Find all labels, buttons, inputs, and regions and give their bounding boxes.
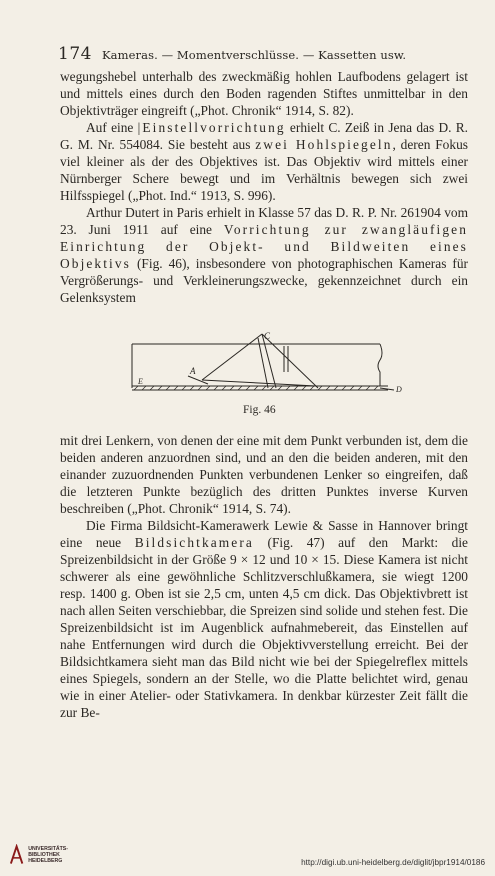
linkage-arm <box>262 334 276 388</box>
library-logo[interactable] <box>8 842 68 868</box>
linkage-arm <box>262 334 318 388</box>
figure-46-diagram <box>118 332 408 404</box>
source-url-link[interactable]: http://digi.ub.uni-heidelberg.de/diglit/jbpr1914/0186 <box>301 858 485 867</box>
text-run: Arthur Dutert in Paris erhielt in Klasse 57 das D. R. P. Nr. 261904 vom 23. Juni 1911 auf eine <box>60 205 468 237</box>
library-logo-text: UNIVERSITÄTS- BIBLIOTHEK HEIDELBERG <box>28 846 68 864</box>
figure-label-e: E <box>138 377 143 386</box>
page-number: 174 <box>58 44 92 64</box>
figure-label-a: A <box>190 366 196 376</box>
spaced-term: zwei Hohlspiegeln <box>255 137 393 152</box>
paragraph <box>60 204 468 306</box>
text-block-upper <box>60 68 468 306</box>
text-run: (Fig. 46), insbesondere von photographischen Kameras für Vergrößerungs- und Verkleinerungszwecke, gekennzeichnet durch ein Gelenksystem <box>60 256 468 305</box>
text-block-lower <box>60 432 468 721</box>
figure-label-c: C <box>264 332 271 341</box>
linkage-arm <box>258 338 268 388</box>
spaced-term: Vorrichtung zur zwangläufigen Einrichtung der Objekt- und Bildweiten eines Objektivs <box>60 222 468 271</box>
text-run: , deren Fokus viel kleiner als der des Objektives ist. Das Objektiv wird mittels einer Nürnberger Schere bewegt und im Verhältnis bewegen sich zwei Hilfsspiegel („Phot. Ind.“ 1913, S. 996). <box>60 137 468 203</box>
figure-label-d: D <box>396 385 402 394</box>
text-run: Auf eine <box>86 120 138 135</box>
text-run: (Fig. 47) auf den Markt: die Spreizenbildsicht in der Größe 9 × 12 und 10 × 15. Diese Kamera ist nicht schwerer als eine gewöhnliche Schlitzverschlußkamera, sie wiegt 1200 resp. 1400 g. Oben ist sie 2,5 cm, unten 4,5 cm dick. Das Objektivbrett ist nach allen Seiten verschiebbar, die Spreizen sind solide und stehen fest. Die Spreizenbildsicht ist im Augenblick aufnahmebereit, das Einstellen auf nahe Entfernungen wird durch die Objektivverstellung erreicht. Bei der Bildsichtkamera sieht man das Bild nicht wie bei der Spiegelreflex mittels eines Spiegels, sondern an der Stelle, wo die Platte belichtet wird, genau wie in einer Atelier- oder Stativkamera. In denkbar kürzester Zeit fällt die zur Be- <box>60 535 469 720</box>
linkage-arm <box>202 334 262 380</box>
spaced-term: |Einstellvorrichtung <box>137 120 286 135</box>
paragraph: mit drei Lenkern, von denen der eine mit dem Punkt verbunden ist, dem die beiden anderen anzuordnen sind, und an den die beiden anderen, mit den einander zuzuordnenden Punkten verbundenen Lenker so eingreifen, daß die letzteren Punkte bezüglich des dritten Punktes inverse Kurven beschreiben („Phot. Chronik“ 1914, S. 74). <box>60 433 468 516</box>
running-title: Kameras. — Momentverschlüsse. — Kassetten usw. <box>101 48 407 62</box>
paragraph <box>60 517 468 721</box>
camera-front-edge <box>378 344 382 386</box>
paragraph: wegungshebel unterhalb des zweckmäßig hohlen Laufbodens gelagert ist und mittels eines durch den Boden ragenden Stiftes unmittelbar in den Objektivträger eingreift („Phot. Chronik“ 1914, S. 82). <box>60 69 468 118</box>
page-header <box>58 44 450 64</box>
linkage-arm <box>202 380 316 386</box>
text-run: Die Firma Bildsicht-Kamerawerk Lewie & Sasse in Hannover bringt eine neue <box>60 518 468 550</box>
spaced-term: Bildsichtkamera <box>134 535 254 550</box>
text-run: erhielt C. Zeiß in Jena das D. R. G. M. Nr. 554084. Sie besteht aus <box>60 120 468 152</box>
figure-caption: Fig. 46 <box>243 404 276 416</box>
paragraph <box>60 119 468 204</box>
library-seal-icon <box>8 844 25 866</box>
